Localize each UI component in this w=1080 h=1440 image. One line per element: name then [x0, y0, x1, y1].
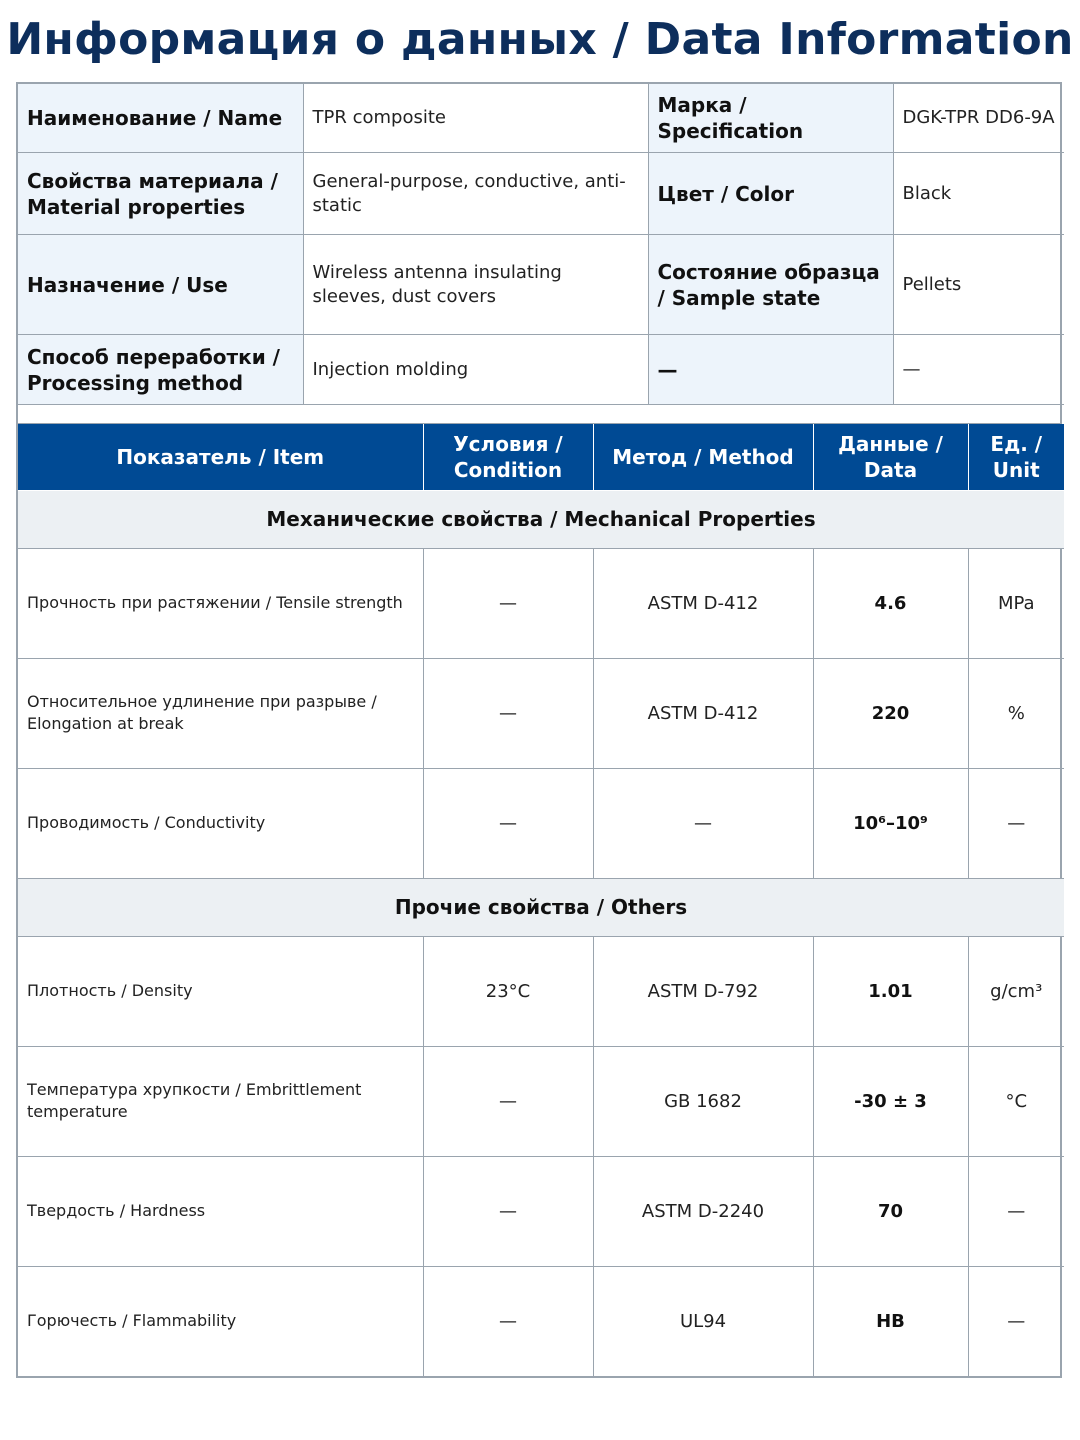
info-value: Black [893, 153, 1064, 235]
cell-condition: — [423, 1266, 593, 1376]
cell-item: Прочность при растяжении / Tensile strength [18, 548, 423, 658]
info-value: TPR composite [303, 84, 648, 153]
info-label: Марка / Specification [648, 84, 893, 153]
info-row [18, 153, 1064, 235]
info-value: General-purpose, conductive, anti-static [303, 153, 648, 235]
column-header-method: Метод / Method [593, 424, 813, 490]
info-value: Pellets [893, 235, 1064, 335]
cell-data: 1.01 [813, 936, 968, 1046]
cell-unit: °C [968, 1046, 1064, 1156]
cell-item: Плотность / Density [18, 936, 423, 1046]
info-row [18, 335, 1064, 405]
section-row [18, 490, 1064, 548]
column-header-unit: Ед. / Unit [968, 424, 1064, 490]
cell-method: ASTM D-412 [593, 658, 813, 768]
section-title: Механические свойства / Mechanical Properties [18, 490, 1064, 548]
table-row [18, 768, 1064, 878]
data-sheet [16, 82, 1062, 1378]
table-row [18, 548, 1064, 658]
cell-item: Относительное удлинение при разрыве / Elongation at break [18, 658, 423, 768]
cell-method: ASTM D-792 [593, 936, 813, 1046]
info-table [18, 84, 1064, 405]
info-value: — [893, 335, 1064, 405]
info-value: Wireless antenna insulating sleeves, dust covers [303, 235, 648, 335]
info-label: — [648, 335, 893, 405]
info-label: Назначение / Use [18, 235, 303, 335]
section-row [18, 878, 1064, 936]
cell-method: GB 1682 [593, 1046, 813, 1156]
column-header-item: Показатель / Item [18, 424, 423, 490]
cell-data: -30 ± 3 [813, 1046, 968, 1156]
info-label: Цвет / Color [648, 153, 893, 235]
cell-method: UL94 [593, 1266, 813, 1376]
cell-condition: — [423, 548, 593, 658]
cell-unit: % [968, 658, 1064, 768]
cell-item: Проводимость / Conductivity [18, 768, 423, 878]
info-value: DGK-TPR DD6-9A [893, 84, 1064, 153]
cell-condition: — [423, 658, 593, 768]
page-title: Информация о данных / Data Information [6, 14, 1074, 65]
column-header-data: Данные / Data [813, 424, 968, 490]
cell-condition: — [423, 1156, 593, 1266]
column-header-condition: Условия / Condition [423, 424, 593, 490]
cell-method: — [593, 768, 813, 878]
cell-data: 220 [813, 658, 968, 768]
info-row [18, 235, 1064, 335]
cell-method: ASTM D-2240 [593, 1156, 813, 1266]
cell-unit: g/cm³ [968, 936, 1064, 1046]
properties-table [18, 424, 1064, 1376]
cell-condition: — [423, 1046, 593, 1156]
table-row [18, 936, 1064, 1046]
table-row [18, 658, 1064, 768]
cell-item: Твердость / Hardness [18, 1156, 423, 1266]
cell-unit: MPa [968, 548, 1064, 658]
table-row [18, 1266, 1064, 1376]
cell-item: Температура хрупкости / Embrittlement temperature [18, 1046, 423, 1156]
info-value: Injection molding [303, 335, 648, 405]
cell-method: ASTM D-412 [593, 548, 813, 658]
cell-data: HB [813, 1266, 968, 1376]
table-row [18, 1156, 1064, 1266]
cell-data: 10⁶–10⁹ [813, 768, 968, 878]
cell-unit: — [968, 1156, 1064, 1266]
cell-unit: — [968, 1266, 1064, 1376]
cell-condition: — [423, 768, 593, 878]
cell-condition: 23°C [423, 936, 593, 1046]
info-label: Наименование / Name [18, 84, 303, 153]
info-row [18, 84, 1064, 153]
cell-unit: — [968, 768, 1064, 878]
cell-item: Горючесть / Flammability [18, 1266, 423, 1376]
table-header-row [18, 424, 1064, 490]
cell-data: 4.6 [813, 548, 968, 658]
table-row [18, 1046, 1064, 1156]
section-title: Прочие свойства / Others [18, 878, 1064, 936]
cell-data: 70 [813, 1156, 968, 1266]
section-spacer [18, 405, 1060, 424]
info-label: Способ переработки / Processing method [18, 335, 303, 405]
info-label: Состояние образца / Sample state [648, 235, 893, 335]
info-label: Свойства материала / Material properties [18, 153, 303, 235]
